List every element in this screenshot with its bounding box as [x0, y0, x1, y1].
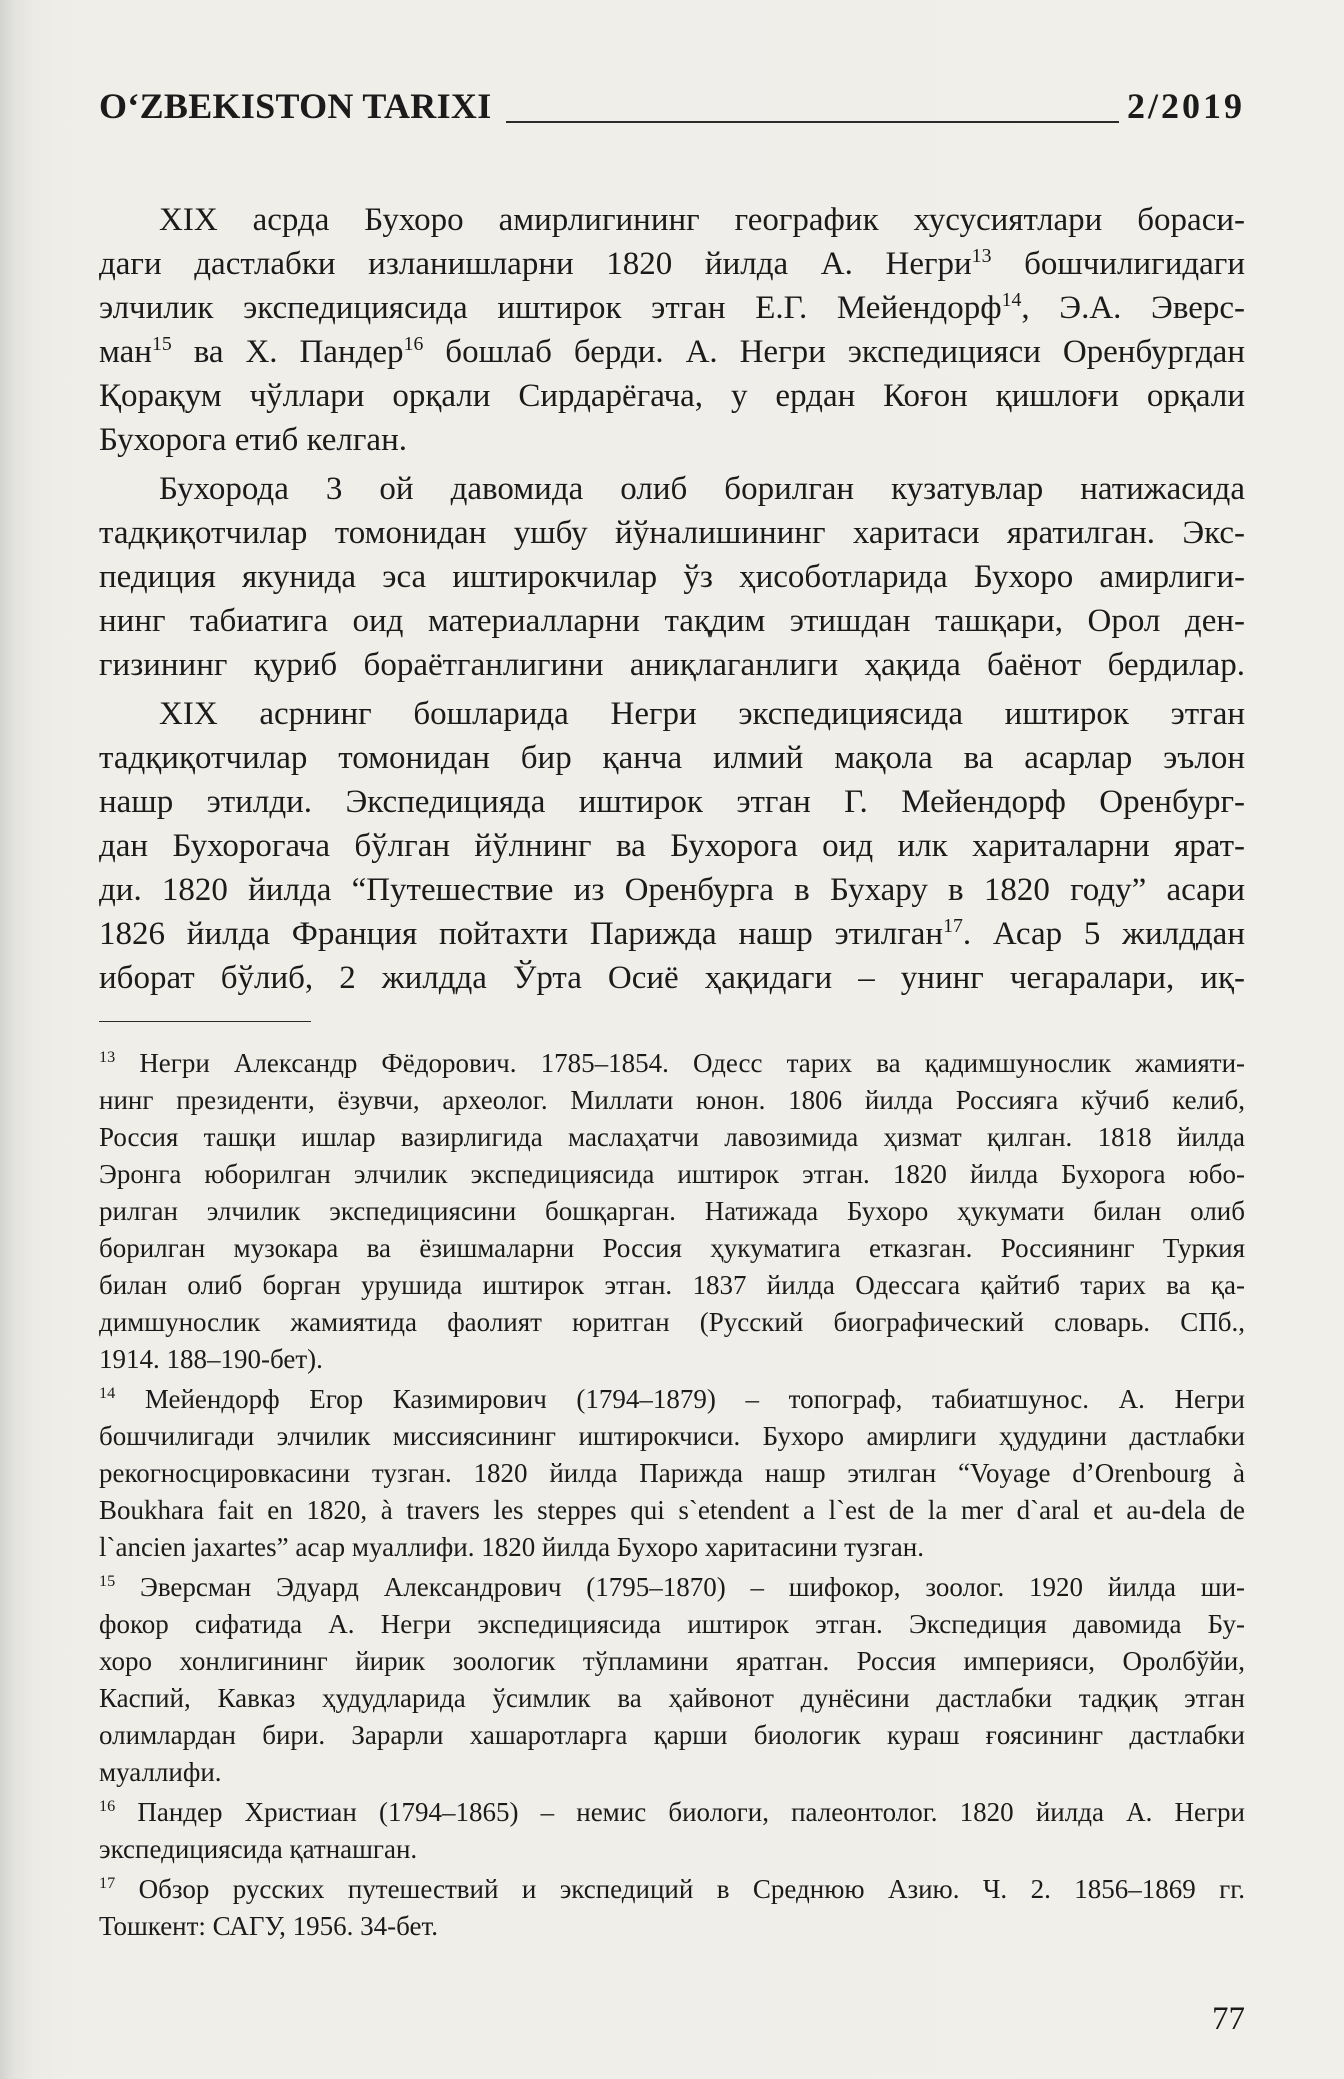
text-run: Бухорода 3 ой давомида олиб борилган кузатувлар натижасида: [159, 471, 1245, 507]
text-line: [99, 1045, 1245, 1082]
text-run: Boukhara fait en 1820, à travers les steppes qui s`etendent a l`est de la mer d`aral et au-dela de: [99, 1495, 1245, 1525]
text-run: нинг президенти, ёзувчи, археолог. Миллати юнон. 1806 йилда Россияга кўчиб келиб,: [99, 1085, 1245, 1115]
running-header: [99, 88, 1245, 124]
footnote-reference: 13: [971, 245, 992, 268]
text-line: [99, 1267, 1245, 1304]
text-line: [99, 1754, 1245, 1791]
footnote-number: 15: [99, 1572, 116, 1591]
text-run: тадқиқотчилар томонидан ушбу йўналишининг харитаси яратилган. Экс-: [99, 515, 1245, 551]
text-run: Россия ташқи ишлар вазирлигида маслаҳатчи лавозимида ҳизмат қилган. 1818 йилда: [99, 1122, 1245, 1152]
text-line: [99, 1871, 1245, 1908]
issue-number: 2/2019: [1126, 86, 1245, 126]
text-line: [99, 1418, 1245, 1455]
text-run: билан олиб борган урушида иштирок этган. 1837 йилда Одессага қайтиб тарих ва қа-: [99, 1270, 1245, 1300]
text-line: [99, 330, 1245, 374]
text-line: [99, 643, 1245, 687]
text-run: бошчилигади элчилик миссиясининг иштирокчиси. Бухоро амирлиги ҳудудини дастлабки: [99, 1421, 1245, 1451]
text-run: XIX асрда Бухоро амирлигининг географик хусусиятлари бораси-: [159, 202, 1245, 238]
text-run: рилган элчилик экспедициясини бошқарган. Натижада Бухоро ҳукумати билан олиб: [99, 1196, 1245, 1226]
text-run: Эверсман Эдуард Александрович (1795–1870) – шифокор, зоолог. 1920 йилда ши-: [140, 1572, 1246, 1602]
text-run: Мейендорф Егор Казимирович (1794–1879) – топограф, табиатшунос. А. Негри: [144, 1384, 1246, 1414]
text-line: [99, 956, 1245, 1000]
text-line: [99, 1680, 1245, 1717]
text-line: [99, 511, 1245, 555]
text-line: [99, 1529, 1245, 1566]
text-run: Негри Александр Фёдорович. 1785–1854. Одесс тарих ва қадимшунослик жамияти-: [139, 1048, 1246, 1078]
text-run: 1914. 188–190-бет).: [99, 1344, 323, 1374]
article-body: [99, 198, 1245, 1000]
text-run: ва Х. Пандер: [171, 334, 404, 370]
text-line: [99, 692, 1245, 736]
footnote-reference: 17: [943, 915, 963, 938]
text-run: . Асар 5 жилддан: [962, 916, 1245, 952]
text-run: элчилик экспедициясида иштирок этган Е.Г. Мейендорф: [99, 290, 1002, 326]
text-line: [99, 1908, 1245, 1945]
text-run: Каспий, Кавказ ҳудудларида ўсимлик ва ҳайвонот дунёсини дастлабки тадқиқ этган: [99, 1683, 1245, 1713]
text-line: [99, 1643, 1245, 1680]
text-line: [99, 1193, 1245, 1230]
text-run: бошлаб берди. А. Негри экспедицияси Оренбургдан: [423, 334, 1245, 370]
text-run: l`ancien jaxartes” асар муаллифи. 1820 йилда Бухоро харитасини тузган.: [99, 1532, 924, 1562]
text-line: [99, 418, 1245, 462]
text-line: [99, 1156, 1245, 1193]
footnotes: [99, 1045, 1245, 1945]
text-run: хоро хонлигининг йирик зоологик тўпламини яратган. Россия империяси, Оролбўйи,: [99, 1646, 1245, 1676]
footnote-number: 14: [99, 1384, 116, 1403]
text-run: димшунослик жамиятида фаолият юритган (Русский биографический словарь. СПб.,: [99, 1307, 1245, 1337]
text-line: [99, 912, 1245, 956]
text-line: [99, 1341, 1245, 1378]
text-run: рекогносцировкасини тузган. 1820 йилда Парижда нашр этилган “Voyage d’Orenbourg à: [99, 1458, 1245, 1488]
text-run: ман: [99, 334, 152, 370]
text-run: борилган музокара ва ёзишмаларни Россия ҳукуматига етказган. Россиянинг Туркия: [99, 1233, 1245, 1263]
text-line: [99, 1569, 1245, 1606]
text-run: тадқиқотчилар томонидан бир қанча илмий мақола ва асарлар эълон: [99, 740, 1245, 776]
text-run: бошчилигидаги: [991, 246, 1245, 282]
text-line: [99, 1606, 1245, 1643]
page-number: 77: [1212, 2001, 1245, 2037]
text-run: Обзор русских путешествий и экспедиций в Среднюю Азию. Ч. 2. 1856–1869 гг.: [138, 1874, 1245, 1904]
text-run: фокор сифатида А. Негри экспедициясида иштирок этган. Экспедиция давомида Бу-: [99, 1609, 1245, 1639]
text-run: Бухорога етиб келган.: [99, 422, 407, 458]
text-line: [99, 1230, 1245, 1267]
text-line: [99, 1119, 1245, 1156]
text-line: [99, 1304, 1245, 1341]
text-line: [99, 736, 1245, 780]
text-line: [99, 467, 1245, 511]
footnote-number: 16: [99, 1797, 116, 1816]
text-line: [99, 1492, 1245, 1529]
text-run: Қорақум чўллари орқали Сирдарёгача, у ердан Коғон қишлоғи орқали: [99, 378, 1245, 414]
text-run: олимлардан бири. Зарарли хашаротларга қарши биологик кураш ғоясининг дастлабки: [99, 1720, 1245, 1750]
text-run: дан Бухорогача бўлган йўлнинг ва Бухорога оид илк хариталарни ярат-: [99, 828, 1245, 864]
text-run: нашр этилди. Экспедицияда иштирок этган Г. Мейендорф Оренбург-: [99, 784, 1245, 820]
text-line: [99, 1381, 1245, 1418]
footnote-reference: 14: [1001, 289, 1022, 312]
text-line: [99, 374, 1245, 418]
text-line: [99, 555, 1245, 599]
text-line: [99, 1717, 1245, 1754]
footnote-number: 13: [99, 1048, 116, 1067]
text-line: [99, 1831, 1245, 1868]
footnote-reference: 16: [403, 333, 424, 356]
footnote: [99, 1794, 1245, 1868]
text-line: [99, 824, 1245, 868]
header-rule: [506, 121, 1119, 123]
paragraph: [99, 692, 1245, 1000]
text-run: Тошкент: САГУ, 1956. 34-бет.: [99, 1911, 439, 1941]
text-line: [99, 1455, 1245, 1492]
footnote-number: 17: [99, 1874, 116, 1893]
text-run: педиция якунида эса иштирокчилар ўз ҳисоботларида Бухоро амирлиги-: [99, 559, 1245, 595]
paragraph: [99, 198, 1245, 462]
text-line: [99, 286, 1245, 330]
footnote-reference: 15: [151, 333, 172, 356]
text-line: [99, 1794, 1245, 1831]
text-line: [99, 868, 1245, 912]
text-run: гизининг қуриб бораётганлигини аниқлаганлиги ҳақида баёнот бердилар.: [99, 647, 1245, 683]
footnote: [99, 1569, 1245, 1791]
text-run: Пандер Христиан (1794–1865) – немис биологи, палеонтолог. 1820 йилда А. Негри: [137, 1797, 1246, 1827]
text-run: муаллифи.: [99, 1757, 222, 1787]
text-run: , Э.А. Эверс-: [1021, 290, 1246, 326]
text-line: [99, 242, 1245, 286]
footnote: [99, 1871, 1245, 1945]
text-run: Эронга юборилган элчилик экспедициясида иштирок этган. 1820 йилда Бухорога юбо-: [99, 1159, 1245, 1189]
text-line: [99, 780, 1245, 824]
text-run: даги дастлабки изланишларни 1820 йилда А. Негри: [99, 246, 972, 282]
journal-title: O‘ZBEKISTON TARIXI: [99, 86, 492, 126]
text-run: иборат бўлиб, 2 жилдда Ўрта Осиё ҳақидаги – унинг чегаралари, иқ-: [99, 960, 1245, 996]
text-line: [99, 1082, 1245, 1119]
footnote: [99, 1045, 1245, 1378]
footnote: [99, 1381, 1245, 1566]
footnote-separator: [99, 1021, 311, 1022]
text-run: 1826 йилда Франция пойтахти Парижда нашр этилган: [99, 916, 944, 952]
text-run: XIX асрнинг бошларида Негри экспедициясида иштирок этган: [159, 696, 1245, 732]
text-run: ди. 1820 йилда “Путешествие из Оренбурга в Бухару в 1820 году” асари: [99, 872, 1245, 908]
text-line: [99, 198, 1245, 242]
text-run: нинг табиатига оид материалларни тақдим этишдан ташқари, Орол ден-: [99, 603, 1245, 639]
text-run: экспедициясида қатнашган.: [99, 1834, 418, 1864]
paragraph: [99, 467, 1245, 687]
text-line: [99, 599, 1245, 643]
